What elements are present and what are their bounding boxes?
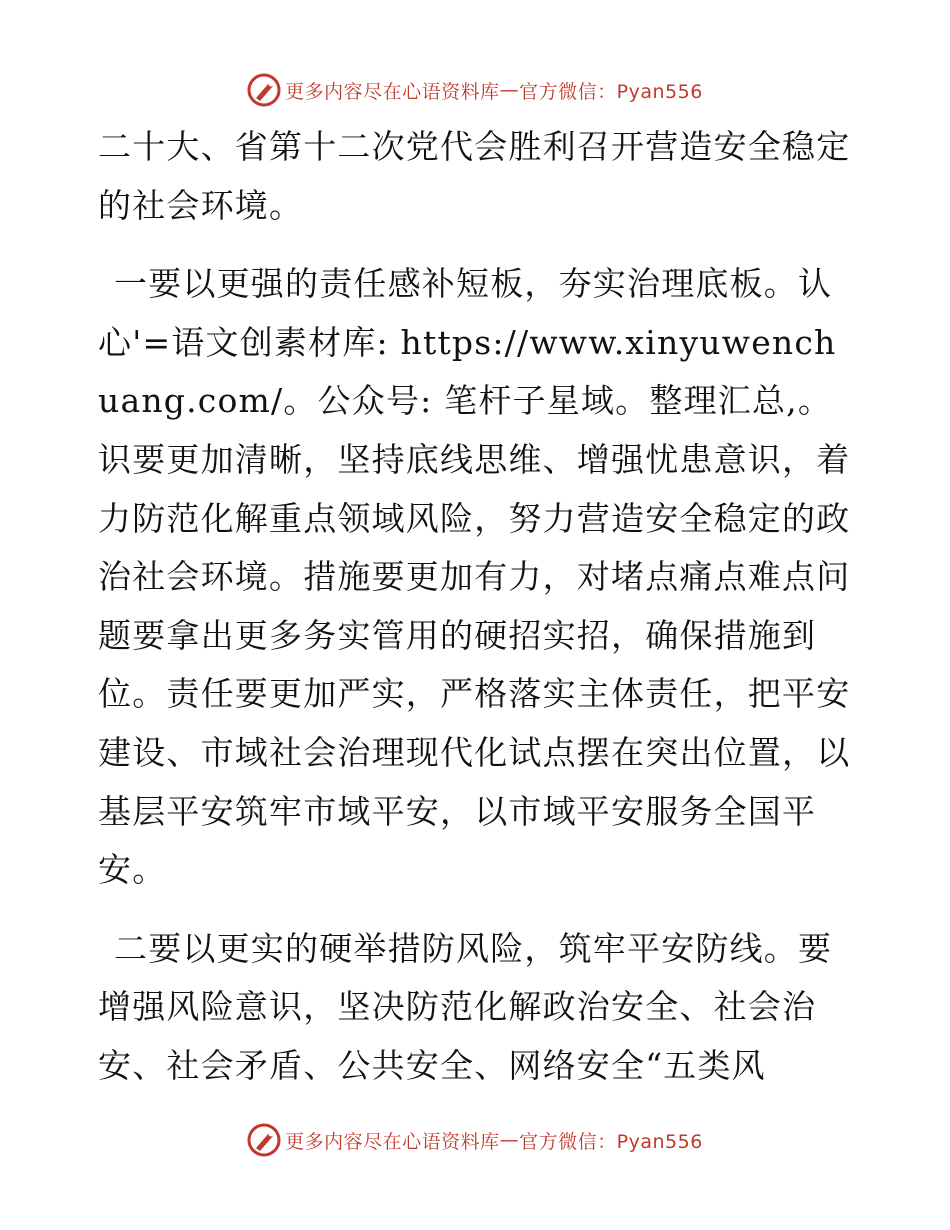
paragraph-3: 二要以更实的硬举措防风险，筑牢平安防线。要增强风险意识，坚决防范化解政治安全、社会治安、社会矛盾、公共安全、网络安全“五类风 [98,928,833,1085]
banner-separator: — [499,1129,520,1151]
footer-banner [0,1120,950,1160]
pen-logo-icon [247,1123,281,1157]
banner-separator: — [499,79,520,101]
pen-logo-icon [247,73,281,107]
banner-text: 更多内容尽在心语资料库 [285,1130,500,1153]
paragraph-1: 二十大、省第十二次党代会胜利召开营造安全稳定的社会环境。 [98,127,851,225]
banner-text: 更多内容尽在心语资料库 [285,80,500,103]
banner-wechat: 官方微信：Pyan556 [519,80,703,103]
paragraph-2: 一要以更强的责任感补短板，夯实治理底板。认心'=语文创素材库: https://www.xinyuwenchuang.com/。公众号: 笔杆子星域。整理汇总,。识要更加清晰，坚持底线思维、增强忧患意识，着力防范化解重点领域风险，努力营造安全稳定的政治社会环境。措施要更加有力，对堵点痛点难点问题要拿出更多务实管用的硬招实招，确保措施到位。责任要更加严实，严格落实主体责任，把平安建设、市域社会治理现代化试点摆在突出位置，以基层平安筑牢市域平安，以市域平安服务全国平安。 [98,264,851,890]
header-banner [0,70,950,110]
document-body [98,118,858,1096]
banner-wechat: 官方微信：Pyan556 [519,1130,703,1153]
